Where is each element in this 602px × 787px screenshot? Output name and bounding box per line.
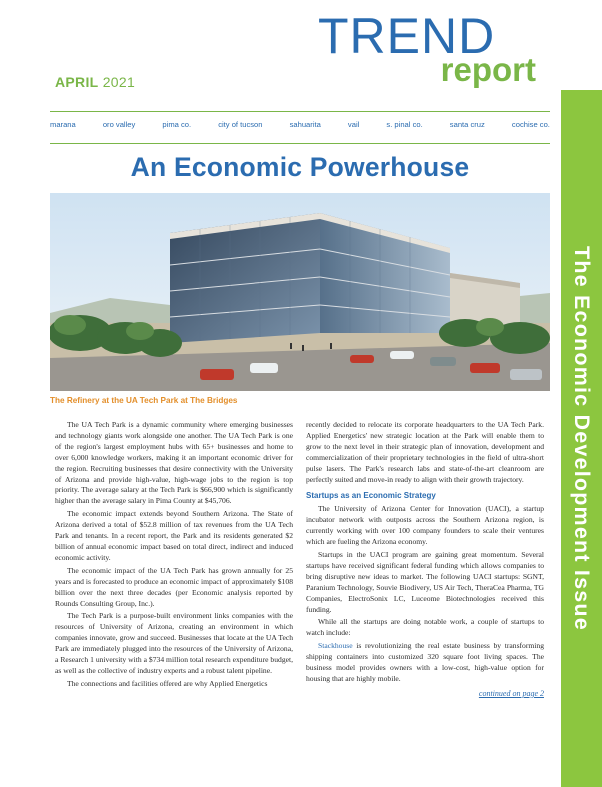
article-paragraph: The economic impact of the UA Tech Park has grown annually for 25 years and is forecasted to produce an economic impact of approximately $108 billion over the next three decades (per Economic analysis reported by Rounds Consulting Group, Inc.). <box>55 565 293 608</box>
region-item[interactable]: oro valley <box>102 120 136 129</box>
bottom-divider <box>50 143 550 144</box>
article-column-right <box>306 420 544 700</box>
hero-caption: The Refinery at the UA Tech Park at The Bridges <box>50 396 238 405</box>
article-paragraph: Startups in the UACI program are gaining great momentum. Several startups have received significant federal funding which allows companies to bring disruptive new ideas to market. The following UACI startups: SGNT, Paranium Technology, Souvie Biodivery, US Air Tech, TheraCea Pharma, TG Companies, ElectroSonix LC, Luceome Biotechnologies received this funding. <box>306 549 544 614</box>
trend-report-logo <box>318 8 540 88</box>
issue-year: 2021 <box>102 74 136 90</box>
article-column-left <box>55 420 293 692</box>
article-paragraph: The University of Arizona Center for Innovation (UACI), a startup incubator network with outposts across the Southern Arizona region, is currently working with over 100 company founders to scale their ventures which are fueling the Arizona economy. <box>306 504 544 547</box>
article-paragraph: The economic impact extends beyond Southern Arizona. The State of Arizona derived a total of $52.8 million of tax revenues from the UA Tech Park and tenants. In a recent report, the Park and its residents generated $2 billion of annual economic impact based on total direct, indirect and induced economic activity. <box>55 509 293 562</box>
article-paragraph <box>306 641 544 685</box>
region-item[interactable]: cochise co. <box>511 120 550 129</box>
logo-report-word: report <box>440 51 536 88</box>
page-headline: An Economic Powerhouse <box>130 152 470 182</box>
region-item[interactable]: vail <box>347 120 360 129</box>
article-paragraph: The UA Tech Park is a dynamic community where emerging businesses and technology giants work alongside one another. The UA Tech Park is one of the region's largest employment hubs with 65+ businesses and home to over 6,000 knowledge workers, making it an important economic driver for the region. Recruiting businesses that desire connectivity with the University of Arizona and provide high-value, high-wage jobs to the region is top priority. The average salary at the Tech Park is $66,900 which is significantly higher than the average salary in Pima County at $45,706. <box>55 420 293 506</box>
region-item[interactable]: pima co. <box>162 120 192 129</box>
issue-date <box>55 74 135 90</box>
stackhouse-link[interactable]: Stackhouse <box>318 641 353 651</box>
region-item[interactable]: sahuarita <box>289 120 321 129</box>
article-paragraph: While all the startups are doing notable work, a couple of startups to watch include: <box>306 617 544 638</box>
side-band-text-wrap <box>561 90 602 787</box>
article-paragraph: recently decided to relocate its corporate headquarters to the UA Tech Park. Applied Energetics' new strategic location at the Park will enable them to grow to the next level in their strategic plan of innovation, development and commercialization of their proprietary technologies in the field of ultra-short pulse lasers. The Park's research labs and state-of-the-art cleanroom are perfectly suited and move-in ready to align with their growth trajectory. <box>306 420 544 484</box>
article-paragraph: The connections and facilities offered are why Applied Energetics <box>67 678 268 688</box>
region-nav <box>50 120 550 129</box>
region-item[interactable]: city of tucson <box>218 120 263 129</box>
article-paragraph: The Tech Park is a purpose-built environment links companies with the resources of University of Arizona, creating an environment in which companies innovate, grow and succeed. Businesses that locate at the UA Tech Park are immediately plugged into the resources of the University of Arizona, a Research 1 university with a $734 million total research expenditure budget, as well as the collective of industry experts and a robust talent pipeline. <box>55 611 293 675</box>
hero-image <box>50 193 550 391</box>
region-item[interactable]: santa cruz <box>449 120 485 129</box>
region-item[interactable]: marana <box>50 120 76 129</box>
issue-month: APRIL <box>55 74 99 90</box>
side-band-label: The Economic Development Issue <box>570 246 594 631</box>
top-divider <box>50 111 550 112</box>
section-subheading: Startups as an Economic Strategy <box>306 491 436 501</box>
region-item[interactable]: s. pinal co. <box>386 120 423 129</box>
continued-link[interactable]: continued on page 2 <box>478 688 544 698</box>
stackhouse-text: is revolutionizing the real estate business by transforming shipping containers into customized 320 square foot living spaces. The business model provides owners with a low-cost, high-value option for housing that are highly mobile. <box>306 641 544 683</box>
issue-side-band <box>561 90 602 787</box>
logo-trend-word: TREND <box>318 8 496 64</box>
